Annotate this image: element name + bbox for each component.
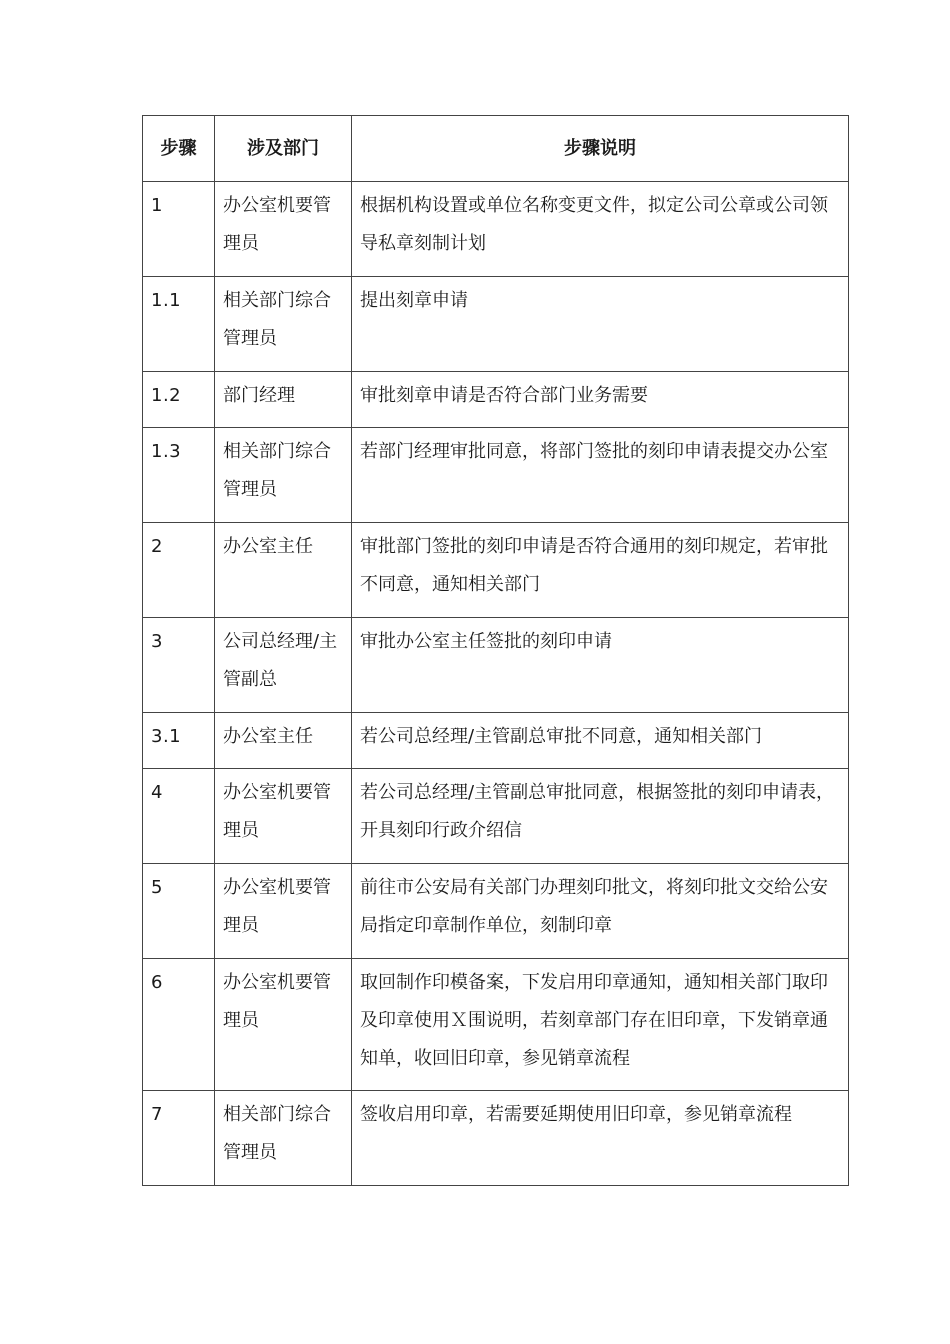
table-row xyxy=(143,523,849,618)
table-row xyxy=(143,618,849,713)
step-description: 提出刻章申请 xyxy=(352,277,849,372)
department: 相关部门综合管理员 xyxy=(215,428,352,523)
step-description: 审批刻章申请是否符合部门业务需要 xyxy=(352,372,849,428)
department: 相关部门综合管理员 xyxy=(215,277,352,372)
seal-process-table xyxy=(142,115,849,1186)
header-dept: 涉及部门 xyxy=(215,116,352,182)
step-number: 1.1 xyxy=(143,277,215,372)
step-number: 2 xyxy=(143,523,215,618)
step-description: 审批部门签批的刻印申请是否符合通用的刻印规定，若审批不同意，通知相关部门 xyxy=(352,523,849,618)
department: 部门经理 xyxy=(215,372,352,428)
step-number: 7 xyxy=(143,1091,215,1186)
table-row xyxy=(143,959,849,1091)
step-number: 3 xyxy=(143,618,215,713)
table-row xyxy=(143,372,849,428)
department: 公司总经理/主管副总 xyxy=(215,618,352,713)
table-row xyxy=(143,428,849,523)
table-row xyxy=(143,1091,849,1186)
table-row xyxy=(143,713,849,769)
step-number: 4 xyxy=(143,769,215,864)
department: 办公室机要管理员 xyxy=(215,959,352,1091)
step-description: 若公司总经理/主管副总审批同意，根据签批的刻印申请表，开具刻印行政介绍信 xyxy=(352,769,849,864)
step-description: 签收启用印章，若需要延期使用旧印章，参见销章流程 xyxy=(352,1091,849,1186)
step-description: 若部门经理审批同意，将部门签批的刻印申请表提交办公室 xyxy=(352,428,849,523)
table-row xyxy=(143,182,849,277)
step-number: 6 xyxy=(143,959,215,1091)
department: 办公室主任 xyxy=(215,523,352,618)
step-description: 审批办公室主任签批的刻印申请 xyxy=(352,618,849,713)
step-number: 1 xyxy=(143,182,215,277)
table-header-row xyxy=(143,116,849,182)
table-row xyxy=(143,277,849,372)
step-description: 若公司总经理/主管副总审批不同意，通知相关部门 xyxy=(352,713,849,769)
step-number: 5 xyxy=(143,864,215,959)
department: 办公室机要管理员 xyxy=(215,182,352,277)
step-number: 3.1 xyxy=(143,713,215,769)
step-number: 1.2 xyxy=(143,372,215,428)
table-row xyxy=(143,769,849,864)
step-description: 前往市公安局有关部门办理刻印批文，将刻印批文交给公安局指定印章制作单位，刻制印章 xyxy=(352,864,849,959)
header-step: 步骤 xyxy=(143,116,215,182)
header-desc: 步骤说明 xyxy=(352,116,849,182)
department: 办公室主任 xyxy=(215,713,352,769)
step-number: 1.3 xyxy=(143,428,215,523)
step-description: 取回制作印模备案，下发启用印章通知，通知相关部门取印及印章使用Ｘ围说明，若刻章部门存在旧印章，下发销章通知单，收回旧印章，参见销章流程 xyxy=(352,959,849,1091)
table-row xyxy=(143,864,849,959)
step-description: 根据机构设置或单位名称变更文件，拟定公司公章或公司领导私章刻制计划 xyxy=(352,182,849,277)
department: 办公室机要管理员 xyxy=(215,769,352,864)
department: 相关部门综合管理员 xyxy=(215,1091,352,1186)
department: 办公室机要管理员 xyxy=(215,864,352,959)
